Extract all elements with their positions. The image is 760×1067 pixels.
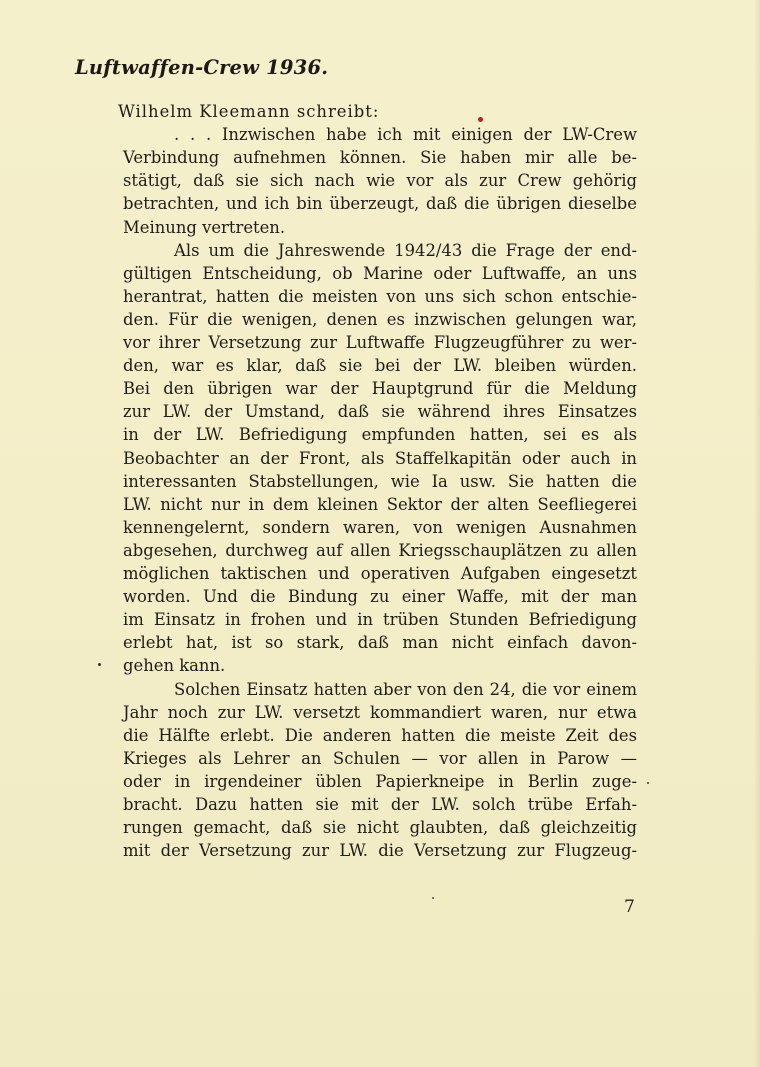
dust-speck: [647, 782, 649, 784]
dust-speck: [98, 663, 101, 666]
text-line: möglichen taktischen und operativen Aufgaben eingesetzt: [123, 564, 637, 583]
text-line: im Einsatz in frohen und in trüben Stunden Befriedigung: [123, 610, 637, 630]
text-line: LW. nicht nur in dem kleinen Sektor der alten Seefliegerei: [123, 494, 637, 514]
text-line: Solchen Einsatz hatten aber von den 24, die vor einem: [174, 679, 637, 699]
text-line: erlebt hat, ist so stark, daß man nicht einfach davon-: [123, 633, 637, 653]
page-number: 7: [624, 897, 635, 917]
text-line: vor ihrer Versetzung zur Luftwaffe Flugzeugführer zu wer-: [123, 333, 637, 352]
text-line: die Hälfte erlebt. Die anderen hatten die meiste Zeit des: [123, 725, 637, 745]
text-line: den. Für die wenigen, denen es inzwischen gelungen war,: [123, 309, 637, 329]
text-line: . . . Inzwischen habe ich mit einigen der LW-Crew: [174, 125, 637, 145]
text-line: worden. Und die Bindung zu einer Waffe, mit der man: [123, 587, 637, 607]
text-line: stätigt, daß sie sich nach wie vor als zur Crew gehörig: [123, 171, 637, 191]
text-line: herantrat, hatten die meisten von uns sich schon entschie-: [123, 286, 637, 306]
text-line: interessanten Stabstellungen, wie Ia usw. Sie hatten die: [123, 471, 637, 491]
text-line: rungen gemacht, daß sie nicht glaubten, daß gleichzeitig: [123, 818, 637, 838]
text-line: gehen kann.: [123, 656, 226, 676]
text-line: bracht. Dazu hatten sie mit der LW. solch trübe Erfah-: [123, 795, 637, 814]
text-line: Bei den übrigen war der Hauptgrund für die Meldung: [123, 379, 637, 399]
text-line: Verbindung aufnehmen können. Sie haben mir alle be-: [123, 148, 637, 168]
text-line: kennengelernt, sondern waren, von wenigen Ausnahmen: [123, 517, 637, 537]
dust-speck: [432, 897, 434, 899]
text-line: mit der Versetzung zur LW. die Versetzung zur Flugzeug-: [123, 841, 637, 861]
text-line: oder in irgendeiner üblen Papierkneipe in Berlin zuge-: [123, 771, 637, 791]
text-line: gültigen Entscheidung, ob Marine oder Luftwaffe, an uns: [123, 263, 637, 283]
text-line: betrachten, und ich bin überzeugt, daß die übrigen dieselbe: [123, 194, 637, 214]
running-header: Luftwaffen-Crew 1936.: [75, 56, 329, 79]
text-line: Krieges als Lehrer an Schulen — vor allen in Parow —: [123, 748, 637, 768]
text-line: Beobachter an der Front, als Staffelkapitän oder auch in: [123, 448, 637, 468]
text-line: Jahr noch zur LW. versetzt kommandiert waren, nur etwa: [123, 702, 637, 722]
text-line: Als um die Jahreswende 1942/43 die Frage der end-: [174, 240, 637, 260]
text-line: Wilhelm Kleemann schreibt:: [118, 102, 380, 121]
text-line: in der LW. Befriedigung empfunden hatten, sei es als: [123, 425, 637, 445]
text-line: den, war es klar, daß sie bei der LW. bleiben würden.: [123, 356, 637, 376]
text-line: Meinung vertreten.: [123, 217, 286, 237]
red-ink-speck: [478, 117, 483, 122]
text-line: abgesehen, durchweg auf allen Kriegsschauplätzen zu allen: [123, 540, 637, 560]
text-line: zur LW. der Umstand, daß sie während ihres Einsatzes: [123, 402, 637, 422]
